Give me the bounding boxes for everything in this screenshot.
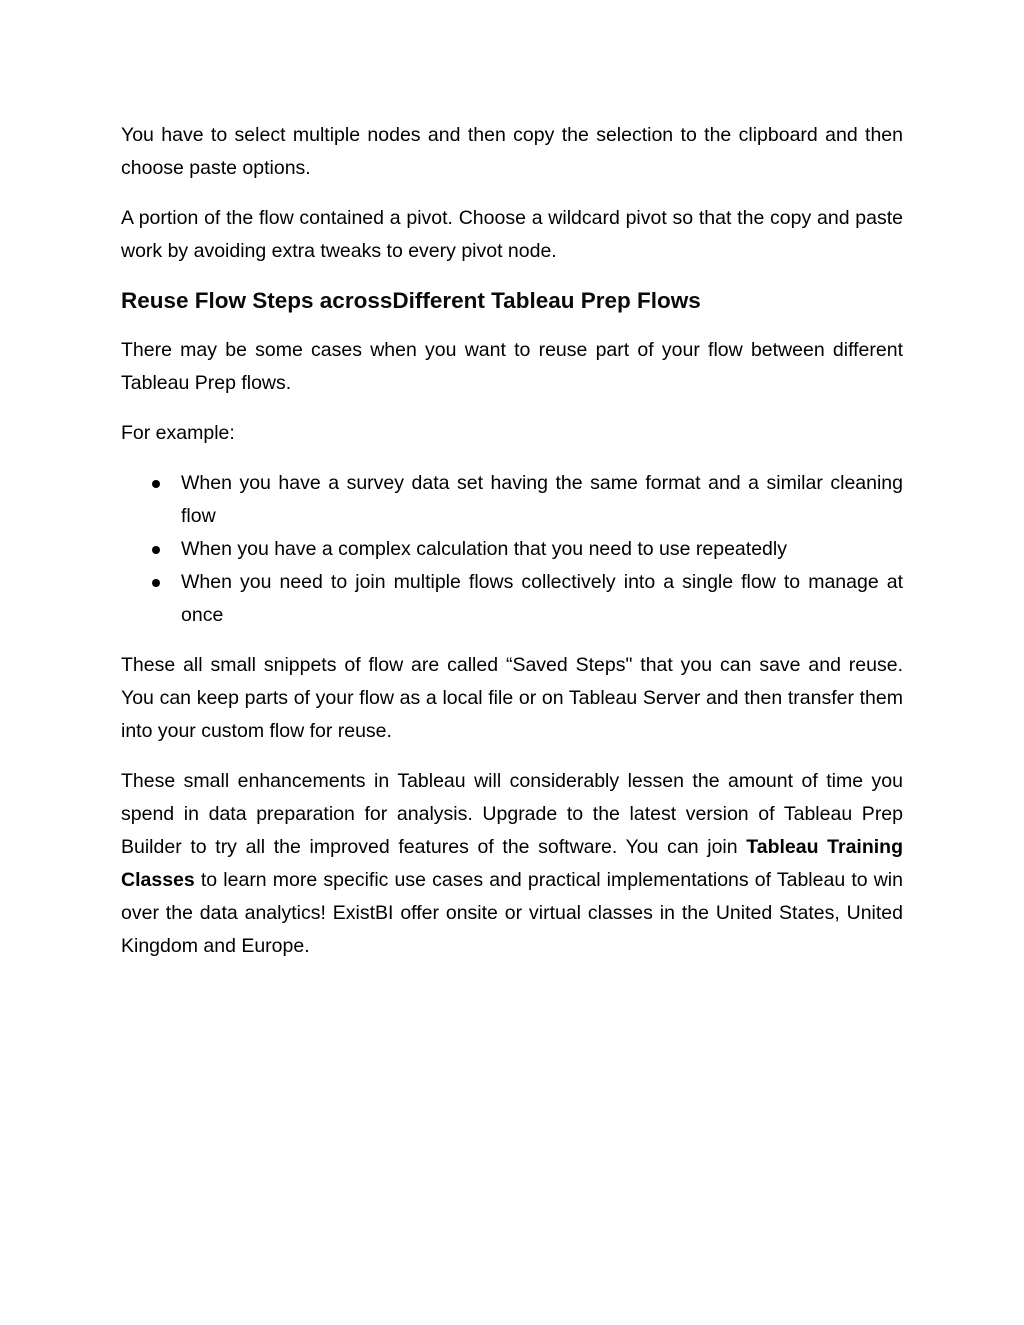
section-heading: Reuse Flow Steps acrossDifferent Tableau Prep Flows <box>121 288 701 313</box>
bullet-icon <box>152 546 160 554</box>
closing-text-before: These small enhancements in Tableau will considerably lessen the amount of time you spend in data preparation for analysis. Upgrade to the latest version of Tableau Prep Builder to try all the improved features of the software. You can join <box>121 770 903 858</box>
list-item-text: When you have a survey data set having the same format and a similar cleaning flow <box>181 472 903 527</box>
bullet-icon <box>152 579 160 587</box>
paragraph-reuse-intro: There may be some cases when you want to reuse part of your flow between different Tableau Prep flows. <box>121 339 903 394</box>
list-item-text: When you have a complex calculation that you need to use repeatedly <box>181 538 787 560</box>
paragraph-example-label: For example: <box>121 422 235 444</box>
list-item-text: When you need to join multiple flows collectively into a single flow to manage at once <box>181 571 903 626</box>
paragraph-copy-selection: You have to select multiple nodes and then copy the selection to the clipboard and then choose paste options. <box>121 124 903 179</box>
training-classes-link: Tableau Training Classes <box>121 836 903 891</box>
document-page <box>121 119 903 980</box>
list-item <box>121 467 903 533</box>
paragraph-closing <box>121 765 903 963</box>
list-item <box>121 566 903 632</box>
paragraph-saved-steps: These all small snippets of flow are called “Saved Steps" that you can save and reuse. You can keep parts of your flow as a local file or on Tableau Server and then transfer them into your custom flow for reuse. <box>121 654 903 742</box>
list-item <box>121 533 903 566</box>
paragraph-wildcard-pivot: A portion of the flow contained a pivot. Choose a wildcard pivot so that the copy and paste work by avoiding extra tweaks to every pivot node. <box>121 207 903 262</box>
bullet-icon <box>152 480 160 488</box>
example-bullet-list <box>121 467 903 632</box>
closing-text-after: to learn more specific use cases and practical implementations of Tableau to win over the data analytics! ExistBI offer onsite or virtual classes in the United States, United Kingdom and Europe. <box>121 869 903 957</box>
